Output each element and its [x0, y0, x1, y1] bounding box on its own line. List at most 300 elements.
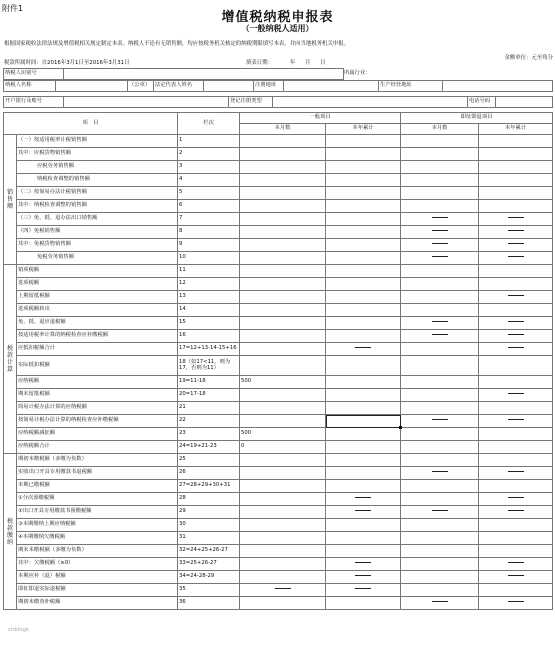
amount-cell[interactable]: [479, 532, 553, 545]
amount-cell[interactable]: [240, 545, 326, 558]
amount-cell[interactable]: [240, 467, 326, 480]
table-row: [4, 532, 553, 545]
dash-mark: [432, 419, 448, 420]
amount-cell[interactable]: [240, 291, 326, 304]
group-label: 税款计算: [4, 265, 17, 454]
not-applicable-cell: [479, 317, 553, 330]
amount-cell[interactable]: [401, 493, 479, 506]
not-applicable-cell: [479, 291, 553, 304]
not-applicable-cell: [326, 493, 401, 506]
not-applicable-cell: [401, 213, 479, 226]
dash-mark: [508, 471, 524, 472]
not-applicable-cell: [479, 597, 553, 610]
amount-cell[interactable]: [479, 441, 553, 454]
amount-cell[interactable]: [326, 402, 401, 415]
amount-cell[interactable]: [479, 519, 553, 532]
dash-mark: [432, 230, 448, 231]
amount-cell[interactable]: [401, 200, 479, 213]
dash-mark: [355, 510, 371, 511]
col-header-general: 一般项目: [240, 113, 401, 124]
row-line-number: 35: [178, 584, 240, 597]
dash-mark: [355, 347, 371, 348]
row-label: 上期留抵税额: [17, 291, 178, 304]
table-row: [4, 428, 553, 441]
table-row: [4, 213, 553, 226]
taxpayer-id-label: 纳税人识别号: [4, 69, 64, 80]
amount-cell[interactable]: [326, 317, 401, 330]
amount-cell[interactable]: [326, 291, 401, 304]
row-line-number: 21: [178, 402, 240, 415]
not-applicable-cell: [326, 506, 401, 519]
phone-label: 电话号码: [468, 97, 496, 108]
table-row: [4, 304, 553, 317]
amount-cell[interactable]: [401, 161, 479, 174]
row-label: （四）免税销售额: [17, 226, 178, 239]
dash-mark: [432, 601, 448, 602]
amount-cell[interactable]: [240, 148, 326, 161]
amount-cell[interactable]: [401, 389, 479, 402]
amount-cell[interactable]: [240, 330, 326, 343]
table-row: [4, 506, 553, 519]
amount-cell[interactable]: [479, 187, 553, 200]
biz-addr-field[interactable]: [443, 81, 553, 92]
fill-date-label: 填表日期：: [246, 60, 273, 66]
amount-cell[interactable]: [240, 558, 326, 571]
row-line-number: 30: [178, 519, 240, 532]
table-row: [4, 252, 553, 265]
amount-cell[interactable]: [479, 278, 553, 291]
row-line-number: 3: [178, 161, 240, 174]
amount-value: 500: [241, 378, 252, 385]
bank-label: 开户银行及账号: [4, 97, 64, 108]
dash-mark: [355, 497, 371, 498]
row-label: ④本期缴纳欠缴税额: [17, 532, 178, 545]
row-label: 纳税检查调整的销售额: [17, 174, 178, 187]
row-line-number: 16: [178, 330, 240, 343]
amount-cell[interactable]: [240, 376, 326, 389]
taxpayer-name-label: 纳税人名称: [4, 81, 56, 92]
form-subtitle: （一般纳税人适用）: [241, 24, 314, 33]
amount-cell[interactable]: [401, 278, 479, 291]
amount-cell[interactable]: [401, 454, 479, 467]
amount-cell[interactable]: [479, 480, 553, 493]
amount-cell[interactable]: [326, 265, 401, 278]
not-applicable-cell: [240, 584, 326, 597]
taxpayer-info-row: [3, 80, 553, 92]
amount-cell[interactable]: [479, 584, 553, 597]
row-label: 其中：纳税检查调整的销售额: [17, 200, 178, 213]
table-row: [4, 291, 553, 304]
col-header-general-ytd: 本年累计: [326, 124, 401, 135]
row-label: 应纳税额合计: [17, 441, 178, 454]
amount-cell[interactable]: [479, 174, 553, 187]
amount-cell[interactable]: [240, 304, 326, 317]
row-line-number: 33=25+26-27: [178, 558, 240, 571]
amount-cell[interactable]: [479, 428, 553, 441]
dash-mark: [508, 347, 524, 348]
table-row: [4, 415, 553, 428]
amount-cell[interactable]: [401, 135, 479, 148]
form-title: 增值税纳税申报表: [221, 10, 334, 25]
row-label: ①分次预缴税额: [17, 493, 178, 506]
table-row: [4, 584, 553, 597]
not-applicable-cell: [479, 213, 553, 226]
table-row: [4, 389, 553, 402]
amount-cell[interactable]: [326, 239, 401, 252]
month-label: 月: [305, 60, 311, 66]
amount-cell[interactable]: [326, 597, 401, 610]
amount-cell[interactable]: [326, 174, 401, 187]
dash-mark: [432, 471, 448, 472]
amount-cell[interactable]: [326, 389, 401, 402]
col-header-line: 栏次: [178, 113, 240, 135]
amount-cell[interactable]: [401, 558, 479, 571]
row-line-number: 25: [178, 454, 240, 467]
table-row: [4, 356, 553, 376]
amount-cell[interactable]: [240, 252, 326, 265]
row-line-number: 6: [178, 200, 240, 213]
amount-cell[interactable]: [240, 265, 326, 278]
col-header-item: 项 目: [4, 113, 178, 135]
row-label: 期初未缴税额（多缴为负数）: [17, 454, 178, 467]
table-row: [4, 480, 553, 493]
amount-cell[interactable]: [326, 161, 401, 174]
not-applicable-cell: [479, 571, 553, 584]
table-row: [4, 265, 553, 278]
amount-cell[interactable]: [326, 200, 401, 213]
row-line-number: 31: [178, 532, 240, 545]
table-row: [4, 545, 553, 558]
amount-cell[interactable]: [326, 148, 401, 161]
amount-cell[interactable]: [479, 545, 553, 558]
col-header-refund-ytd: 本年累计: [479, 124, 553, 135]
row-label: 免、抵、退应退税额: [17, 317, 178, 330]
amount-cell[interactable]: [401, 265, 479, 278]
not-applicable-cell: [401, 239, 479, 252]
row-label: 应纳税额减征额: [17, 428, 178, 441]
row-label: 销项税额: [17, 265, 178, 278]
amount-cell[interactable]: [326, 330, 401, 343]
dash-mark: [355, 588, 371, 589]
not-applicable-cell: [326, 584, 401, 597]
row-line-number: 19=11-18: [178, 376, 240, 389]
row-label: 即征即退实际退税额: [17, 584, 178, 597]
row-label: ②出口开具专用缴款书预缴税额: [17, 506, 178, 519]
dash-mark: [508, 321, 524, 322]
table-row: [4, 441, 553, 454]
row-line-number: 10: [178, 252, 240, 265]
taxpayer-id-field[interactable]: [64, 69, 344, 80]
amount-cell[interactable]: [240, 493, 326, 506]
watermark: cnblogs: [8, 627, 29, 633]
amount-cell[interactable]: [240, 174, 326, 187]
amount-cell[interactable]: [326, 454, 401, 467]
tax-return-table: [3, 112, 553, 610]
amount-cell[interactable]: [240, 571, 326, 584]
row-line-number: 12: [178, 278, 240, 291]
not-applicable-cell: [326, 558, 401, 571]
dash-mark: [508, 256, 524, 257]
row-label: 期初未缴查补税额: [17, 597, 178, 610]
row-line-number: 13: [178, 291, 240, 304]
amount-cell[interactable]: [240, 415, 326, 428]
amount-cell[interactable]: [326, 480, 401, 493]
row-label: 其中：免税货物销售额: [17, 239, 178, 252]
amount-cell[interactable]: [401, 532, 479, 545]
reg-type-label: 登记注册类型: [229, 97, 273, 108]
amount-cell[interactable]: [401, 480, 479, 493]
amount-cell[interactable]: [401, 571, 479, 584]
not-applicable-cell: [479, 252, 553, 265]
amount-cell[interactable]: [479, 376, 553, 389]
not-applicable-cell: [479, 415, 553, 428]
row-line-number: 7: [178, 213, 240, 226]
amount-cell[interactable]: [401, 304, 479, 317]
dash-mark: [508, 419, 524, 420]
amount-cell[interactable]: [326, 226, 401, 239]
table-row: [4, 187, 553, 200]
amount-cell[interactable]: [479, 265, 553, 278]
row-label: （三）免、抵、退办法出口销售额: [17, 213, 178, 226]
table-row: [4, 571, 553, 584]
row-line-number: 22: [178, 415, 240, 428]
amount-value: 500: [241, 430, 252, 437]
amount-cell[interactable]: [479, 304, 553, 317]
reg-addr-field[interactable]: [284, 81, 379, 92]
row-line-number: 4: [178, 174, 240, 187]
table-row: [4, 200, 553, 213]
amount-cell[interactable]: [326, 467, 401, 480]
amount-value: 0: [241, 443, 245, 450]
amount-cell[interactable]: [401, 428, 479, 441]
table-row: [4, 597, 553, 610]
amount-cell[interactable]: [240, 343, 326, 356]
row-label: 其中：欠缴税额（≥0）: [17, 558, 178, 571]
amount-cell[interactable]: [240, 135, 326, 148]
table-row: [4, 493, 553, 506]
dash-mark: [508, 393, 524, 394]
table-row: [4, 278, 553, 291]
row-label: 其中：应税货物销售额: [17, 148, 178, 161]
dash-mark: [508, 334, 524, 335]
table-row: [4, 135, 553, 148]
amount-cell[interactable]: [326, 519, 401, 532]
amount-cell[interactable]: [326, 376, 401, 389]
amount-cell[interactable]: [401, 356, 479, 376]
not-applicable-cell: [479, 389, 553, 402]
dash-mark: [432, 510, 448, 511]
amount-cell[interactable]: [479, 148, 553, 161]
amount-cell[interactable]: [240, 480, 326, 493]
year-label: 年: [290, 60, 296, 66]
row-line-number: 8: [178, 226, 240, 239]
dash-mark: [432, 321, 448, 322]
amount-cell[interactable]: [326, 356, 401, 376]
row-line-number: 24=19+21-23: [178, 441, 240, 454]
amount-cell[interactable]: [240, 213, 326, 226]
not-applicable-cell: [479, 558, 553, 571]
amount-cell[interactable]: [326, 213, 401, 226]
amount-cell[interactable]: [240, 454, 326, 467]
not-applicable-cell: [401, 317, 479, 330]
table-row: [4, 558, 553, 571]
row-line-number: 14: [178, 304, 240, 317]
table-row: [4, 239, 553, 252]
amount-cell[interactable]: [479, 161, 553, 174]
reg-addr-label: 注册地址: [254, 81, 284, 92]
amount-cell[interactable]: [240, 428, 326, 441]
dash-mark: [508, 217, 524, 218]
amount-cell[interactable]: [240, 317, 326, 330]
amount-cell[interactable]: [401, 187, 479, 200]
reg-type-field[interactable]: [273, 97, 468, 108]
amount-cell[interactable]: [240, 187, 326, 200]
amount-cell[interactable]: [401, 519, 479, 532]
row-label: 期末留抵税额: [17, 389, 178, 402]
amount-cell[interactable]: [401, 545, 479, 558]
amount-cell[interactable]: [479, 402, 553, 415]
not-applicable-cell: [401, 330, 479, 343]
amount-cell[interactable]: [240, 597, 326, 610]
not-applicable-cell: [479, 226, 553, 239]
row-label: 按简易计税办法计算的纳税检查应补缴税额: [17, 415, 178, 428]
attachment-label: 附件1: [2, 4, 24, 13]
amount-cell[interactable]: [326, 252, 401, 265]
amount-cell[interactable]: [326, 428, 401, 441]
not-applicable-cell: [479, 343, 553, 356]
amount-cell[interactable]: [240, 532, 326, 545]
col-header-refund: 即征即退项目: [401, 113, 553, 124]
amount-cell[interactable]: [401, 291, 479, 304]
amount-cell[interactable]: [326, 545, 401, 558]
amount-cell[interactable]: [401, 376, 479, 389]
row-line-number: 9: [178, 239, 240, 252]
tax-period: 税款所属时间：自2016年3月1日至2016年3月31日: [4, 60, 130, 66]
dash-mark: [432, 334, 448, 335]
amount-cell[interactable]: [479, 200, 553, 213]
dash-mark: [508, 575, 524, 576]
amount-cell[interactable]: [326, 187, 401, 200]
row-line-number: 2: [178, 148, 240, 161]
amount-cell[interactable]: [240, 161, 326, 174]
dash-mark: [508, 562, 524, 563]
fill-handle[interactable]: [399, 426, 402, 429]
bank-field[interactable]: [64, 97, 229, 108]
row-label: 免税劳务销售额: [17, 252, 178, 265]
table-row: [4, 317, 553, 330]
amount-cell[interactable]: [240, 356, 326, 376]
amount-cell[interactable]: [326, 304, 401, 317]
row-line-number: 28: [178, 493, 240, 506]
amount-cell[interactable]: [240, 441, 326, 454]
amount-cell[interactable]: [240, 239, 326, 252]
table-row: [4, 343, 553, 356]
row-label: 应税劳务销售额: [17, 161, 178, 174]
amount-cell[interactable]: [401, 402, 479, 415]
dash-mark: [275, 588, 291, 589]
row-label: 按适用税率计算的纳税检查应补缴税额: [17, 330, 178, 343]
amount-cell[interactable]: [401, 148, 479, 161]
table-row: [4, 519, 553, 532]
row-label: 应抵扣税额合计: [17, 343, 178, 356]
not-applicable-cell: [401, 506, 479, 519]
amount-cell[interactable]: [401, 343, 479, 356]
row-line-number: 20=17-18: [178, 389, 240, 402]
row-line-number: 1: [178, 135, 240, 148]
amount-cell[interactable]: [401, 441, 479, 454]
amount-cell[interactable]: [479, 356, 553, 376]
taxpayer-name-field[interactable]: [56, 81, 128, 92]
amount-cell[interactable]: [479, 454, 553, 467]
dash-mark: [355, 562, 371, 563]
row-label: （二）按简易办法计税销售额: [17, 187, 178, 200]
amount-cell[interactable]: [326, 415, 401, 428]
amount-cell[interactable]: [240, 226, 326, 239]
row-line-number: 18（如17<11，则为17，否则为11）: [178, 356, 240, 376]
table-row: [4, 174, 553, 187]
not-applicable-cell: [326, 343, 401, 356]
amount-cell[interactable]: [240, 402, 326, 415]
col-header-refund-month: 本月数: [401, 124, 479, 135]
amount-cell[interactable]: [326, 441, 401, 454]
dash-mark: [508, 243, 524, 244]
not-applicable-cell: [401, 226, 479, 239]
table-row: [4, 161, 553, 174]
amount-cell[interactable]: [401, 584, 479, 597]
amount-cell[interactable]: [479, 135, 553, 148]
not-applicable-cell: [401, 252, 479, 265]
amount-cell[interactable]: [240, 389, 326, 402]
row-label: 简易计税办法计算的应纳税额: [17, 402, 178, 415]
not-applicable-cell: [326, 571, 401, 584]
phone-field[interactable]: [496, 97, 553, 108]
row-line-number: 27=28+29+30+31: [178, 480, 240, 493]
row-label: （一）按适用税率计税销售额: [17, 135, 178, 148]
amount-cell[interactable]: [401, 174, 479, 187]
not-applicable-cell: [479, 467, 553, 480]
intro-text: 根据国家税收法律法规及增值税相关规定制定本表。纳税人不论有无销售额，均应按税务机关核定的纳税期限填写本表，并向当地税务机关申报。: [4, 41, 350, 47]
biz-addr-label: 生产经营地址: [379, 81, 443, 92]
row-line-number: 11: [178, 265, 240, 278]
unit-label: 金额单位：元至角分: [504, 55, 553, 61]
amount-cell[interactable]: [326, 135, 401, 148]
amount-cell[interactable]: [326, 532, 401, 545]
amount-cell[interactable]: [240, 519, 326, 532]
table-row: [4, 454, 553, 467]
not-applicable-cell: [401, 467, 479, 480]
legal-rep-label: 法定代表人姓名: [154, 81, 204, 92]
row-line-number: 29: [178, 506, 240, 519]
amount-cell[interactable]: [326, 278, 401, 291]
row-label: 应纳税额: [17, 376, 178, 389]
day-label: 日: [320, 60, 326, 66]
table-row: [4, 330, 553, 343]
not-applicable-cell: [401, 597, 479, 610]
amount-cell[interactable]: [240, 200, 326, 213]
amount-cell[interactable]: [240, 278, 326, 291]
not-applicable-cell: [479, 330, 553, 343]
table-row: [4, 148, 553, 161]
row-line-number: 23: [178, 428, 240, 441]
row-label: 本期应补（退）税额: [17, 571, 178, 584]
col-header-general-month: 本月数: [240, 124, 326, 135]
table-row: [4, 467, 553, 480]
industry-label: 所属行业：: [344, 70, 371, 77]
amount-cell[interactable]: [240, 506, 326, 519]
not-applicable-cell: [479, 493, 553, 506]
row-label: ③本期缴纳上期应纳税额: [17, 519, 178, 532]
legal-rep-field[interactable]: [204, 81, 254, 92]
